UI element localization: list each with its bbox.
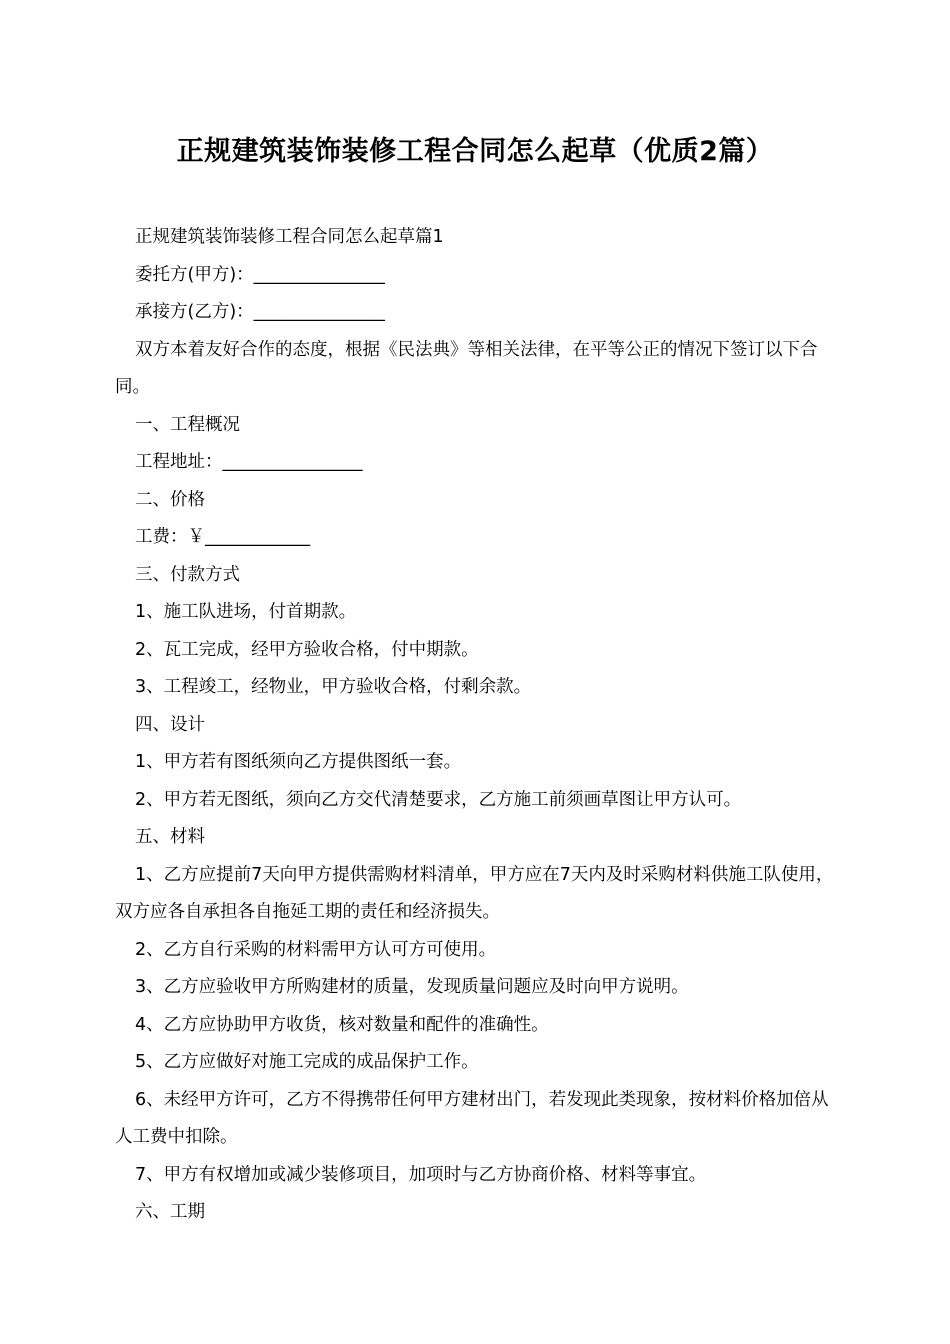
payment-clause-2: 2、瓦工完成，经甲方验收合格，付中期款。 (135, 639, 479, 660)
labor-fee-line: 工费：￥____________ (135, 527, 310, 547)
heading-design: 四、设计 (135, 714, 205, 735)
heading-schedule: 六、工期 (135, 1202, 205, 1222)
project-address-line: 工程地址：________________ (135, 452, 363, 472)
materials-clause-3: 3、乙方应验收甲方所购建材的质量，发现质量问题应及时向甲方说明。 (135, 977, 689, 997)
materials-clause-4: 4、乙方应协助甲方收货，核对数量和配件的准确性。 (135, 1014, 549, 1035)
design-clause-2: 2、甲方若无图纸，须向乙方交代清楚要求，乙方施工前须画草图让甲方认可。 (135, 789, 742, 810)
heading-payment-method: 三、付款方式 (135, 564, 240, 585)
document-body (115, 219, 840, 1232)
materials-clause-5: 5、乙方应做好对施工完成的成品保护工作。 (135, 1052, 479, 1072)
contractor-party-line: 承接方(乙方)：_______________ (135, 302, 385, 322)
materials-clause-1: 1、乙方应提前7天向甲方提供需购材料清单，甲方应在7天内及时采购材料供施工队使用，双方应各自承担各自拖延工期的责任和经济损失。 (115, 864, 834, 922)
heading-price: 二、价格 (135, 489, 205, 510)
materials-clause-6: 6、未经甲方许可，乙方不得携带任何甲方建材出门，若发现此类现象，按材料价格加倍从人工费中扣除。 (115, 1089, 829, 1147)
payment-clause-3: 3、工程竣工，经物业，甲方验收合格，付剩余款。 (135, 677, 532, 697)
section-heading-part1: 正规建筑装饰装修工程合同怎么起草篇1 (135, 227, 444, 247)
design-clause-1: 1、甲方若有图纸须向乙方提供图纸一套。 (135, 752, 462, 772)
heading-materials: 五、材料 (135, 827, 205, 847)
payment-clause-1: 1、施工队进场，付首期款。 (135, 602, 357, 622)
document-title: 正规建筑装饰装修工程合同怎么起草（优质2篇） (176, 136, 774, 167)
materials-clause-2: 2、乙方自行采购的材料需甲方认可方可使用。 (135, 939, 497, 960)
client-party-line: 委托方(甲方)：_______________ (135, 264, 385, 285)
preamble-paragraph: 双方本着友好合作的态度，根据《民法典》等相关法律，在平等公正的情况下签订以下合同。 (115, 339, 818, 397)
materials-clause-7: 7、甲方有权增加或减少装修项目，加项时与乙方协商价格、材料等事宜。 (135, 1164, 707, 1185)
heading-project-overview: 一、工程概况 (135, 414, 240, 435)
